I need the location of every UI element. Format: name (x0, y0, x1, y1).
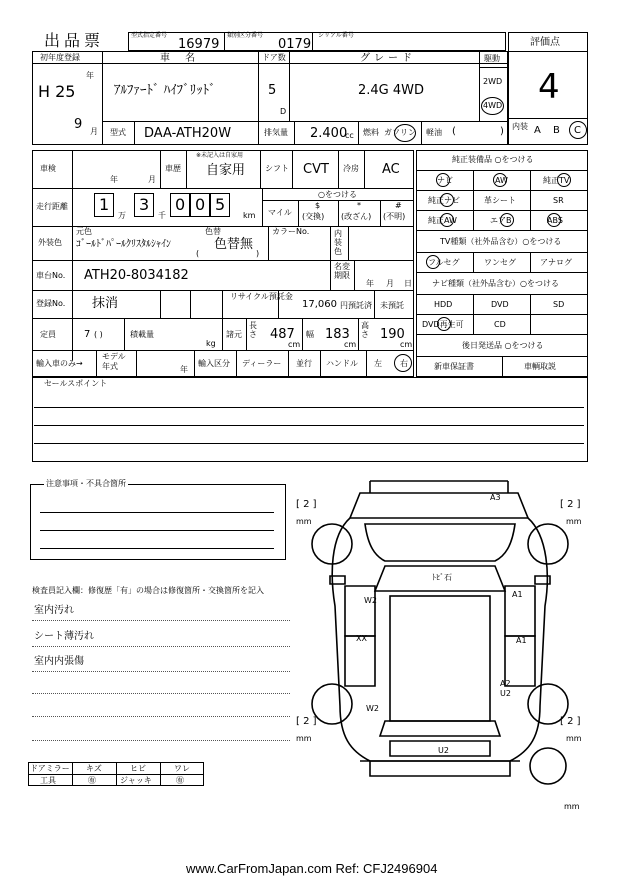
legend-tools-mark: ㊒ (88, 776, 96, 785)
later-manual: 車輌取説 (524, 362, 556, 371)
spare-tire (530, 748, 566, 784)
mileage-sen: 千 (158, 211, 166, 220)
shaken-year: 年 (110, 175, 118, 184)
mileage-modified: * (357, 201, 361, 210)
equip-navi: ナビ (437, 176, 453, 185)
year-unit: 年 (86, 71, 94, 80)
mark-a2u2: A2 U2 (500, 679, 511, 699)
car-diagram (290, 476, 590, 806)
tire-front-right (528, 524, 568, 564)
import-dealer: ディーラー (242, 359, 282, 368)
mileage-modified-label: (改ざん) (341, 212, 372, 221)
width-label: 幅 (306, 330, 314, 339)
tv-analog: アナログ (540, 258, 572, 267)
legend-scratch: キズ (86, 764, 102, 773)
height-label: 高さ (361, 321, 369, 339)
class-no: 0179 (278, 37, 312, 52)
mileage-mile: マイル (268, 208, 292, 217)
class-label: 類別区分番号 (227, 32, 264, 39)
model-year-unit: 年 (180, 365, 188, 374)
tire-front-left (312, 524, 352, 564)
doors-label: ドア数 (262, 53, 286, 62)
doors-type: D (280, 107, 287, 116)
legend-crack: ヒビ (130, 764, 146, 773)
note-line-1: 室内汚れ (34, 605, 74, 616)
model-year-label: モデル年式 (102, 352, 126, 371)
navi-sd: SD (553, 300, 565, 309)
color-change-paren-open: ( (196, 249, 200, 258)
note-line-3: 室内内張傷 (34, 656, 84, 667)
car-name-label: 車 名 (160, 53, 202, 64)
mark-w2-front: W2 (364, 596, 377, 605)
height-unit: cm (400, 340, 413, 349)
car-name: ｱﾙﾌｧｰﾄﾞ ﾊｲﾌﾞﾘｯﾄﾞ (114, 83, 216, 98)
equip-genuine-navi: 純正ナビ (428, 196, 460, 205)
mileage-digit-1: 1 (99, 195, 110, 214)
length-label: 長さ (249, 321, 257, 339)
displacement-unit: cc (345, 131, 354, 140)
interior-label: 内装 (512, 122, 528, 131)
mileage-man: 万 (118, 211, 126, 220)
history-label: 車歴 (165, 164, 181, 173)
reg-label: 登録No. (36, 299, 66, 308)
mark-u2: U2 (438, 746, 449, 755)
drive-2wd: 2WD (483, 77, 503, 86)
handle-right: 右 (400, 359, 408, 368)
interior-a: A (534, 125, 541, 136)
tire-depth-fl: [ 2 ] (296, 499, 317, 510)
type-label: 型式 (110, 128, 126, 137)
history-note: ※未記入は自家用 (196, 152, 244, 159)
tire-depth-rl: [ 2 ] (296, 716, 317, 727)
recycle-value: 17,060 (302, 299, 337, 310)
mark-a1-rear: A1 (516, 636, 527, 645)
mileage-km: km (243, 211, 256, 220)
mileage-mark-note: ○をつける (318, 190, 357, 199)
equip-leather: 革シート (484, 196, 516, 205)
mark-windshield: ﾄﾋﾞ石 (432, 573, 452, 582)
mileage-digit-5: 5 (215, 195, 226, 214)
legend-door-mirror: ドアミラー (30, 764, 70, 773)
first-reg-era: H 25 (38, 82, 76, 101)
roof (390, 596, 490, 721)
notes-title: 注意事項・不具合箇所 (46, 479, 126, 488)
navi-title: ナビ種類（社外品含む）○をつける (432, 279, 559, 288)
inspector-title: 検査員記入欄：修復歴「有」の場合は修復箇所・交換箇所を記入 (32, 586, 264, 595)
interior-c-circle (569, 121, 587, 139)
mileage-digit-3: 0 (175, 195, 186, 214)
color-change-paren-close: ) (256, 249, 260, 258)
sales-point-box (32, 377, 588, 462)
equip-tv: 純正TV (543, 176, 570, 185)
height-value: 190 (380, 327, 405, 342)
color-change: 色替無 (214, 237, 254, 252)
tire-depth-rr-unit: mm (566, 734, 582, 743)
mark-a3: A3 (490, 493, 501, 502)
rear-bumper (360, 761, 520, 776)
tv-title: TV種類（社外品含む）○をつける (440, 237, 562, 246)
chassis-value: ATH20-8034182 (84, 268, 189, 283)
fuel-value: ガソリン (384, 128, 416, 137)
drive-4wd-circle (481, 97, 504, 115)
history-value: 自家用 (206, 163, 246, 178)
handle-left: 左 (374, 359, 382, 368)
type-value: DAA-ATH20W (144, 126, 232, 141)
mileage-unknown-label: (不明) (383, 212, 406, 221)
tire-depth-fr-unit: mm (566, 517, 582, 526)
color-orig-label: 元色 (76, 227, 92, 236)
sales-point-label: セールスポイント (44, 379, 108, 388)
serial-label: シリアル番号 (318, 32, 354, 39)
front-hood-edge (350, 493, 528, 518)
recycle-unit: 円預託済 (340, 301, 372, 310)
spare-tire-unit: mm (564, 802, 580, 811)
info-grid (32, 150, 414, 377)
name-change-day: 日 (404, 279, 412, 288)
name-change-year: 年 (366, 279, 374, 288)
model-cert-no: 16979 (178, 37, 220, 52)
displacement-label: 排気量 (264, 128, 288, 137)
equipment-title: 純正装備品 ○をつける (452, 155, 534, 164)
recycle-label: リサイクル預託金 (230, 292, 293, 301)
capacity-label: 定員 (40, 330, 56, 339)
equip-aw: AW (495, 176, 508, 185)
rear-window (380, 721, 500, 736)
light-label: 軽油 (426, 128, 442, 137)
name-change-month: 月 (386, 279, 394, 288)
color-orig: ｺﾞｰﾙﾄﾞﾊﾟｰﾙｸﾘｽﾀﾙｼｬｲﾝ (76, 239, 171, 250)
shift-label: シフト (265, 164, 289, 173)
legend-tools: 工具 (40, 776, 56, 785)
score-label: 評価点 (530, 37, 560, 48)
left-rear-door (345, 636, 375, 686)
score-value: 4 (538, 67, 560, 107)
color-change-label: 色替 (205, 227, 221, 236)
later-title: 後日発送品 ○をつける (462, 341, 544, 350)
mileage-label: 走行距離 (36, 202, 68, 211)
tire-rear-left (312, 684, 352, 724)
legend-jack: ジャッキ (120, 776, 152, 785)
ac-value: AC (382, 162, 400, 177)
equip-genuine-aw: 純正AW (428, 216, 457, 225)
length-unit: cm (288, 340, 301, 349)
legend-jack-mark: ㊒ (176, 776, 184, 785)
note-line-2: シート薄汚れ (34, 631, 94, 642)
grade-label: グレード (360, 53, 416, 64)
drive-label: 駆動 (484, 54, 500, 63)
handle-right-circle (394, 354, 412, 372)
import-label: 輸入車のみ→ (36, 359, 83, 368)
equip-sr: SR (553, 196, 564, 205)
name-change-label: 名変期限 (334, 262, 350, 280)
model-cert-label: 型式指定番号 (131, 32, 168, 39)
navi-cd: CD (494, 320, 506, 329)
left-front-door (345, 586, 375, 636)
mileage-digit-2: 3 (139, 195, 150, 214)
width-value: 183 (325, 327, 350, 342)
handle-label: ハンドル (326, 359, 358, 368)
chassis-label: 車台No. (36, 271, 66, 280)
doc-title: 出品票 (44, 31, 105, 50)
legend-break: ワレ (174, 764, 190, 773)
fuel-label: 燃料 (363, 128, 379, 137)
capacity-unit: ( ) (94, 330, 103, 339)
light-paren-close: ) (500, 126, 504, 137)
ac-label: 冷房 (343, 164, 359, 173)
width-unit: cm (344, 340, 357, 349)
shaken-label: 車検 (40, 164, 56, 173)
mark-a1-front: A1 (512, 590, 523, 599)
equip-abs: ABS (547, 216, 563, 225)
light-paren-open: ( (452, 126, 456, 137)
footer-watermark: www.CarFromJapan.com Ref: CFJ2496904 (186, 861, 438, 876)
navi-dvd-play: DVD再生可 (422, 320, 464, 329)
recycle-alt: 未預託 (380, 301, 404, 310)
mileage-exchange-label: (交換) (302, 212, 325, 221)
later-warranty: 新車保証書 (434, 362, 474, 371)
fuel-circle (394, 124, 416, 142)
navi-hdd: HDD (434, 300, 453, 309)
load-label: 積載量 (130, 330, 154, 339)
length-value: 487 (270, 327, 295, 342)
tv-oneseg: ワンセグ (484, 258, 516, 267)
grade-value: 2.4G 4WD (358, 83, 425, 98)
mark-xx: XX (356, 634, 367, 643)
tire-depth-fr: [ 2 ] (560, 499, 581, 510)
tire-depth-rl-unit: mm (296, 734, 312, 743)
capacity-value: 7 (84, 329, 91, 340)
front-bumper (370, 481, 508, 493)
mileage-digit-4: 0 (195, 195, 206, 214)
tv-fullseg: フルセグ (428, 258, 460, 267)
interior-b: B (553, 125, 560, 136)
color-no-label: カラーNo. (272, 227, 310, 236)
first-reg-label: 初年度登録 (40, 53, 80, 62)
interior-c: C (574, 125, 581, 136)
month-unit: 月 (90, 127, 98, 136)
navi-dvd: DVD (491, 300, 509, 309)
doors-value: 5 (268, 83, 277, 98)
tire-depth-fl-unit: mm (296, 517, 312, 526)
equip-airbag: エアB (490, 216, 512, 225)
hood (365, 524, 515, 561)
shaken-month: 月 (148, 175, 156, 184)
reg-value: 抹消 (92, 296, 119, 311)
dims-label: 諸元 (226, 330, 242, 339)
mark-w2-rear: W2 (366, 704, 379, 713)
mileage-exchange: $ (315, 201, 321, 210)
color-label: 外装色 (38, 238, 62, 247)
drive-4wd: 4WD (483, 101, 503, 110)
mileage-unknown: # (395, 201, 402, 210)
first-reg-month: 9 (74, 117, 83, 132)
displacement-value: 2.400 (310, 126, 348, 141)
import-category-label: 輸入区分 (198, 359, 230, 368)
tire-depth-rr: [ 2 ] (560, 716, 581, 727)
load-unit: kg (206, 339, 216, 348)
import-parallel: 並行 (296, 359, 312, 368)
interior-color-label: 内装色 (334, 229, 342, 256)
shift-value: CVT (303, 162, 329, 177)
